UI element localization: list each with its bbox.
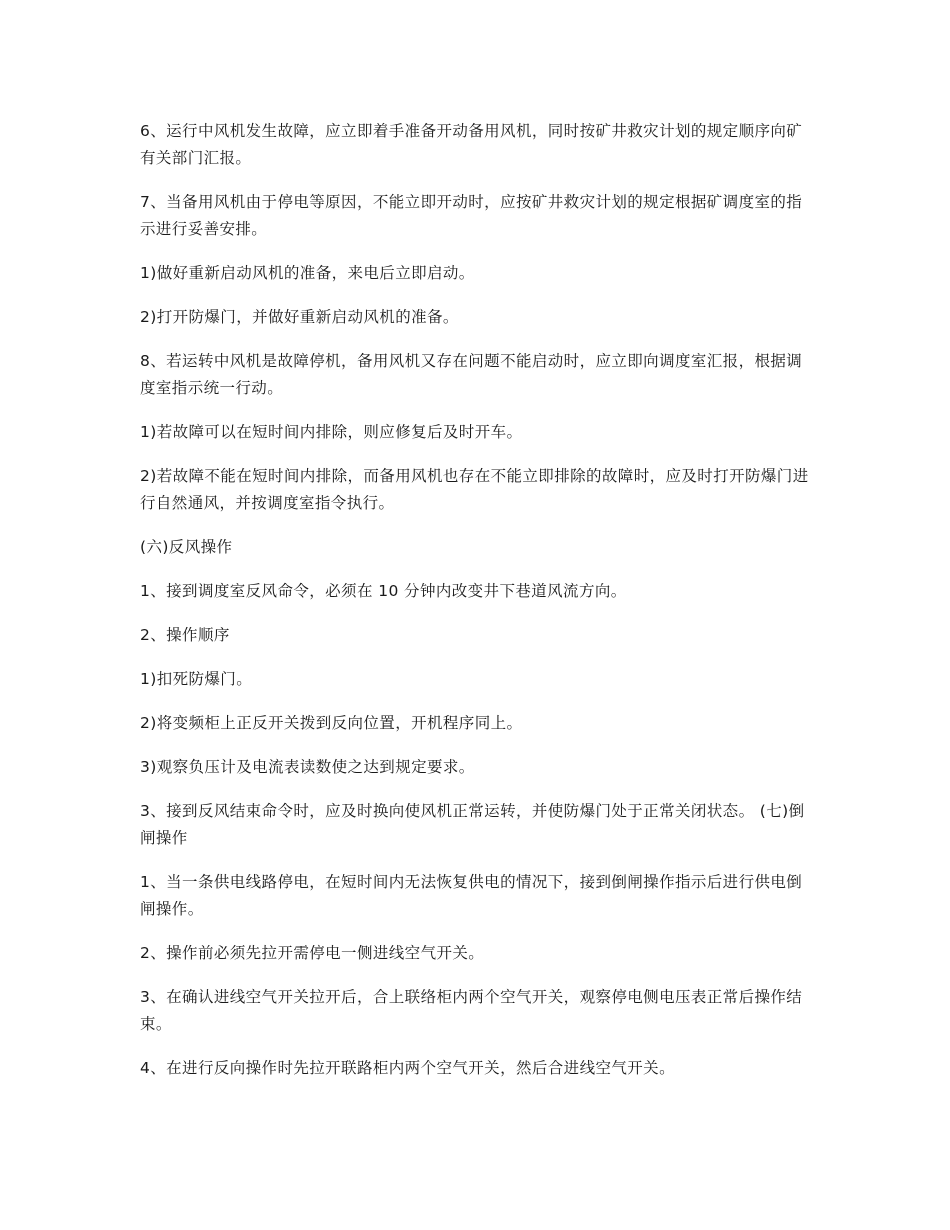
paragraph-item-3: 3、在确认进线空气开关拉开后，合上联络柜内两个空气开关，观察停电侧电压表正常后操作结束。 [140,988,803,1033]
paragraph-substep-3: 3)观察负压计及电流表读数使之达到规定要求。 [140,758,475,776]
paragraph-item-7: 7、当备用风机由于停电等原因，不能立即开动时，应按矿井救灾计划的规定根据矿调度室的指示进行妥善安排。 [140,193,803,238]
paragraph-substep-1: 1)做好重新启动风机的准备，来电后立即启动。 [140,264,475,282]
section-heading-reverse-ventilation: (六)反风操作 [140,538,233,556]
paragraph-item-1: 1、接到调度室反风命令，必须在 10 分钟内改变井下巷道风流方向。 [140,582,627,600]
paragraph-substep-2: 2)打开防爆门，并做好重新启动风机的准备。 [140,308,459,326]
paragraph-item-6: 6、运行中风机发生故障，应立即着手准备开动备用风机，同时按矿井救灾计划的规定顺序向矿有关部门汇报。 [140,122,803,167]
paragraph-item-2: 2、操作前必须先拉开需停电一侧进线空气开关。 [140,944,485,962]
document-body [140,118,816,1099]
paragraph-substep-1: 1)若故障可以在短时间内排除，则应修复后及时开车。 [140,423,523,441]
paragraph-substep-2: 2)若故障不能在短时间内排除，而备用风机也存在不能立即排除的故障时，应及时打开防爆门进行自然通风，并按调度室指令执行。 [140,467,809,512]
paragraph-item-8: 8、若运转中风机是故障停机，备用风机又存在问题不能启动时，应立即向调度室汇报，根据调度室指示统一行动。 [140,352,803,397]
paragraph-substep-1: 1)扣死防爆门。 [140,670,253,688]
paragraph-item-1: 1、当一条供电线路停电，在短时间内无法恢复供电的情况下，接到倒闸操作指示后进行供电倒闸操作。 [140,873,803,918]
paragraph-item-4: 4、在进行反向操作时先拉开联路柜内两个空气开关，然后合进线空气开关。 [140,1059,675,1077]
paragraph-substep-2: 2)将变频柜上正反开关拨到反向位置，开机程序同上。 [140,714,523,732]
paragraph-item-3: 3、接到反风结束命令时，应及时换向使风机正常运转，并使防爆门处于正常关闭状态。 (七)倒闸操作 [140,802,805,847]
paragraph-item-2: 2、操作顺序 [140,626,230,644]
